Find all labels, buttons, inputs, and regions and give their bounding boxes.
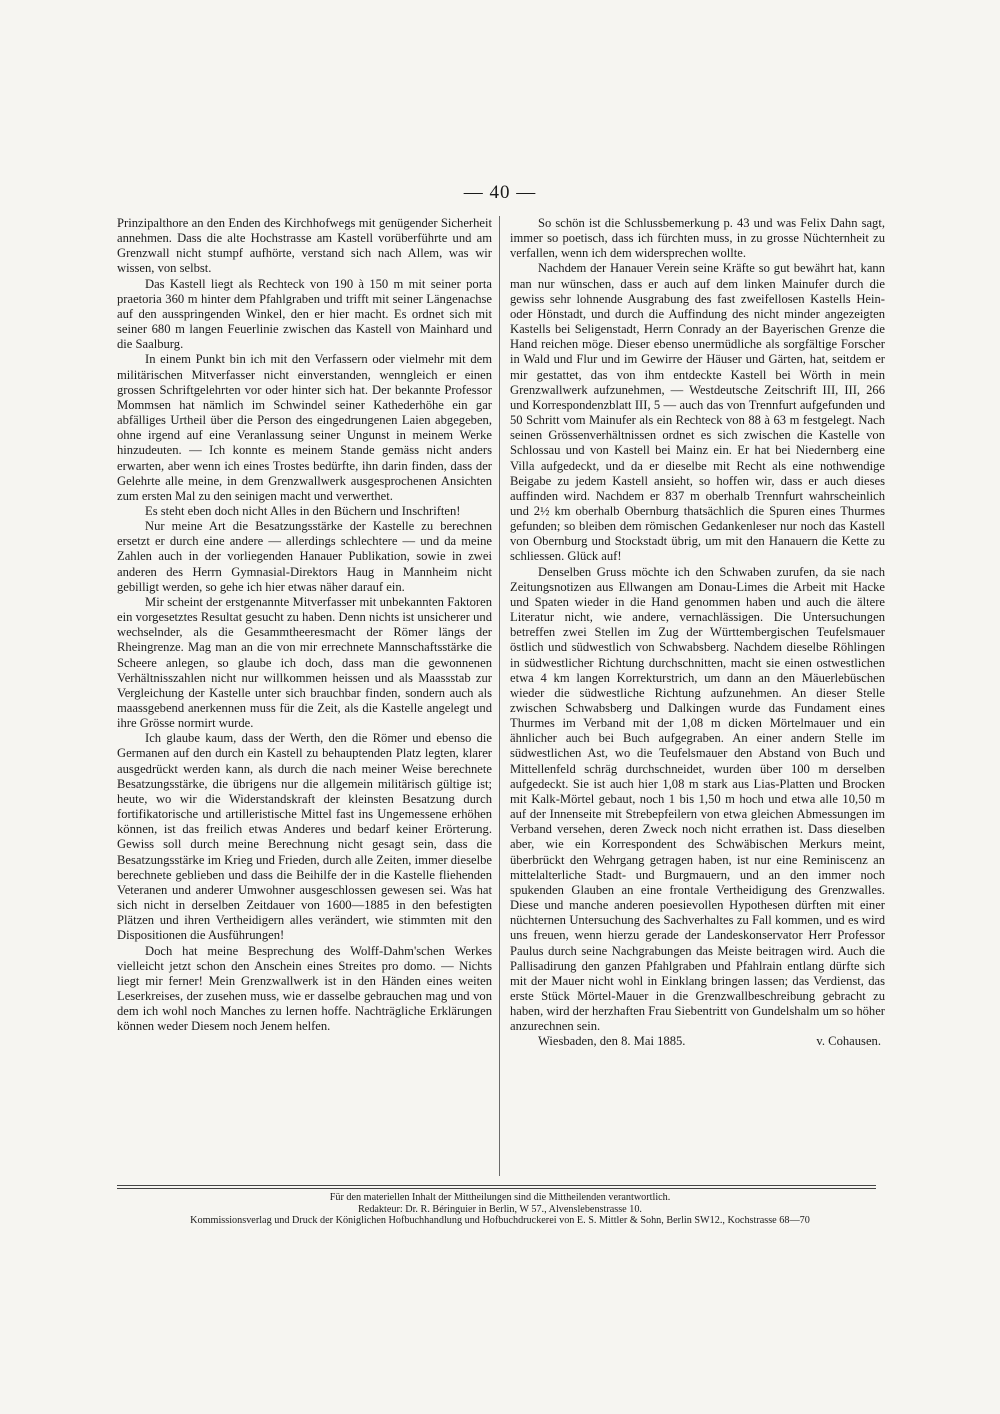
signature-author: v. Cohausen. <box>816 1034 881 1049</box>
paragraph: Nur meine Art die Besatzungsstärke der Kastelle zu berechnen ersetzt er durch eine andere — allerdings schlechtere — und da meine Zahlen auch in der vorliegenden Hanauer Publikation, sowie in zwei anderen des Herrn Gymnasial-Direktors Haug in Mannheim nicht gebilligt werden, so gehe ich hier etwas näher darauf ein. <box>117 519 492 594</box>
paragraph: Es steht eben doch nicht Alles in den Büchern und Inschriften! <box>145 503 461 518</box>
paragraph: Ich glaube kaum, dass der Werth, den die Römer und ebenso die Germanen auf den durch ein Kastell zu behauptenden Platz legten, klarer ausgedrückt werden kann, als durch die nach meiner Weise berechnete Besatzungsstärke, die übrigens nur die allgemein militärisch gültige ist; heute, wo wir die Widerstandskraft der kleinsten Besatzung durch fortifikatorische und artilleristische Mittel fast ins Ungemessene erhöhen können, ist das freilich etwas Anderes und bedarf keiner Erörterung. Gewiss soll durch meine Berechnung nicht gesagt sein, dass die Besatzungsstärke im Krieg und Frieden, durch alle Zeiten, immer dieselbe berechnete geblieben und dass die Beihilfe der in die Kastelle fliehenden Veteranen und anderer Umwohner ausgeschlossen gewesen sei. Was hat sich nicht in derselben Zeitdauer von 1600—1885 in den befestigten Plätzen und ihren Vertheidigern alles verändert, wie stimmten mit den Dispositionen die Ausführungen! <box>117 731 492 943</box>
signature <box>510 1034 885 1049</box>
paragraph: Mir scheint der erstgenannte Mitverfasser mit unbekannten Faktoren ein vorgesetztes Resultat gesucht zu haben. Denn nichts ist unsicherer und wechselnder, als die Gesammtheeresmacht der Römer längs der Rheingrenze. Mag man an die von mir errechnete Mannschaftsstärke die Scheere anlegen, so glaube ich doch, dass man die gewonnenen Verhältnisszahlen nicht nur willkommen heissen und als Maassstab zur Vergleichung der Kastelle unter sich brauchbar finden, sondern auch als maassgebend anerkennen muss für die Zeit, als die Kastelle angelegt und ihre Grösse normirt wurde. <box>117 594 492 731</box>
signature-place-date: Wiesbaden, den 8. Mai 1885. <box>538 1034 686 1049</box>
left-column <box>117 216 492 1034</box>
imprint-footer <box>100 1192 900 1227</box>
paragraph: Prinzipalthore an den Enden des Kirchhofwegs mit genügender Sicherheit annehmen. Dass die alte Hochstrasse am Kastell vorüberführte und am Grenzwall nicht stumpf aufhörte, verstand sich nach Allem, was wir wissen, von selbst. <box>117 216 492 276</box>
paragraph: Denselben Gruss möchte ich den Schwaben zurufen, da sie nach Zeitungsnotizen aus Ellwangen am Donau-Limes die Arbeit mit Hacke und Spaten wieder in die Hand genommen haben und auch die ältere Literatur nicht, wie andere, vernachlässigen. Die Untersuchungen betreffen zwei Stellen im Zug der Württembergischen Teufelsmauer östlich und südwestlich von Schwabsberg. Nachdem dieselbe Röhlingen in südwestlicher Richtung durchschnitten, macht sie einen ostwestlichen etwa 4 km langen Korrekturstrich, um dann an den Mäuerlebüschen wieder die südwestliche Richtung aufzunehmen. An dieser Stelle zwischen Schwabsberg und Dalkingen wurde das Fundament eines Thurmes im Verband mit der 1,08 m dicken Mörtelmauer und ein ähnlicher auch bei Buch aufgegraben. An einer andern Stelle im südwestlichen Ast, wo die Teufelsmauer den Abstand von Buch und Mittellenfeld schräg durchschneidet, wurden über 100 m derselben aufgedeckt. Sie ist auch hier 1,08 m stark aus Lias-Platten und Brocken mit Kalk-Mörtel gebaut, noch 1 bis 1,50 m hoch und etwa alle 10,50 m auf der Innenseite mit Strebepfeilern von etwa gleichen Abmessungen im Verband versehen, deren Zweck noch nicht errathen ist. Dass dieselben aber, wie ein Korrespondent des Schwäbischen Merkurs meint, überbrückt den Wehrgang getragen haben, ist nur eine Reminiscenz an mittelalterliche Stadt- und Burgmauern, und an den immer noch spukenden Glauben an eine frontale Vertheidigung des Grenzwalles. Diese und manche anderen poesievollen Hypothesen dürften mit einer nüchternen Untersuchung des Sachverhaltes zu Fall kommen, und es wird uns freuen, wenn hierzu gerade der Landeskonservator Herr Professor Paulus durch seine Nachgrabungen das Meiste beitragen wird. Auch die Pallisadirung den ganzen Pfahlgraben und Pfahlrain entlang dürfte sich mit der Mauer nicht wohl in Einklang bringen lassen; das Verdienst, das erste Stück Mörtel-Mauer in die Grenzwallbeschreibung gebracht zu haben, wird der herzhaften Frau Siebentritt von Gundelshalm um so höher anzurechnen sein. <box>510 564 885 1034</box>
footer-rule <box>117 1188 876 1189</box>
right-column <box>510 216 885 1050</box>
paragraph: Doch hat meine Besprechung des Wolff-Dahm'schen Werkes vielleicht jetzt schon den Anschein eines Streites pro domo. — Nichts liegt mir ferner! Mein Grenzwallwerk ist in den Händen eines weiten Leserkreises, der zusehen muss, wie er dasselbe gebrauchen mag und von dem ich wohl noch Manches zu lernen hoffe. Nachträgliche Erklärungen können weder Diesem noch Jenem helfen. <box>117 943 492 1034</box>
column-divider <box>499 216 500 1176</box>
footer-editor-line: Redakteur: Dr. R. Béringuier in Berlin, W 57., Alvenslebenstrasse 10. <box>358 1203 642 1215</box>
footer-rule <box>117 1185 876 1186</box>
footer-responsibility-line: Für den materiellen Inhalt der Mittheilungen sind die Mittheilenden verantwortlich. <box>329 1192 671 1203</box>
paragraph: Nachdem der Hanauer Verein seine Kräfte so gut bewährt hat, kann man nur wünschen, dass er auch auf dem linken Mainufer durch die gewiss sehr lohnende Ausgrabung des fast zweifellosen Kastells Hein- oder Hönstadt, und durch die Auffindung des nicht minder angezeigten Kastells bei Seligenstadt, Herrn Conrady an der Bayerischen Grenze die Hand reichen möge. Dieser ebenso unermüdliche als sorgfältige Forscher in Wald und Flur und im Gewirre der Häuser und Gärten, hat, seitdem er mir gestattet, das von ihm entdeckte Kastell bei Wörth in mein Grenzwallwerk aufzunehmen, — Westdeutsche Zeitschrift III, III, 266 und Korrespondenzblatt III, 5 — auch das von Trennfurt aufgefunden und 50 Schritt vom Mainufer als ein Rechteck von 88 à 63 m festgelegt. Nach seinen Grössenverhältnissen ordnet es sich zwischen die Kastelle von Schlossau und von Kastell bei Mainz ein. Er hat bei Niedernberg eine Villa aufgedeckt, und da er dieselbe mit Recht als eine nothwendige Beigabe zu jedem Kastell ansieht, so hoffen wir, dass er auch dieses auffinden wird. Nachdem er 837 m oberhalb Trennfurt wahrscheinlich und 2½ km oberhalb Obernburg thatsächlich die Spuren eines Thurmes gefunden; so bleiben dem römischen Gedankenleser nur noch das Kastell von Obernburg und Stockstadt übrig, um mit den Hanauern die Kette zu schliessen. Glück auf! <box>510 261 885 564</box>
paragraph: In einem Punkt bin ich mit den Verfassern oder vielmehr mit dem militärischen Mitverfasser nicht einverstanden, wenngleich er einen grossen Schriftgelehrten vor oder hinter sich hat. Der bekannte Professor Mommsen hat nämlich im Schwindel seiner Kathederhöhe ein gar abfälliges Urtheil über die Person des eingedrungenen Laien abgegeben, ohne irgend auf eine Veranlassung seiner Ungunst in meinem Werke hinzudeuten. — Ich konnte es meinem Stande gemäss nicht anders erwarten, aber wenn ich eines Trostes bedürfte, ihn darin finden, dass der Gelehrte alle meine, in dem Grenzwallwerk ausgesprochenen Ansichten zum ersten Mal zu den seinigen macht und verwerthet. <box>117 352 492 503</box>
paragraph: Das Kastell liegt als Rechteck von 190 à 150 m mit seiner porta praetoria 360 m hinter dem Pfahlgraben und trifft mit seiner Längenachse auf den ausspringenden Winkel, den er hier macht. Es ordnet sich mit seiner 680 m langen Feuerlinie zwischen das Kastell von Mainhard und die Saalburg. <box>117 276 492 352</box>
paragraph: So schön ist die Schlussbemerkung p. 43 und was Felix Dahn sagt, immer so poetisch, dass ich fürchten muss, in zu grosse Nüchternheit zu verfallen, wenn ich dem widersprechen wollte. <box>510 216 885 261</box>
page-number: — 40 — <box>463 182 537 203</box>
footer-publisher-line: Kommissionsverlag und Druck der Königlichen Hofbuchhandlung und Hofbuchdruckerei von E. S. Mittler & Sohn, Berlin SW12., Kochstrasse 68—70 <box>190 1215 810 1226</box>
